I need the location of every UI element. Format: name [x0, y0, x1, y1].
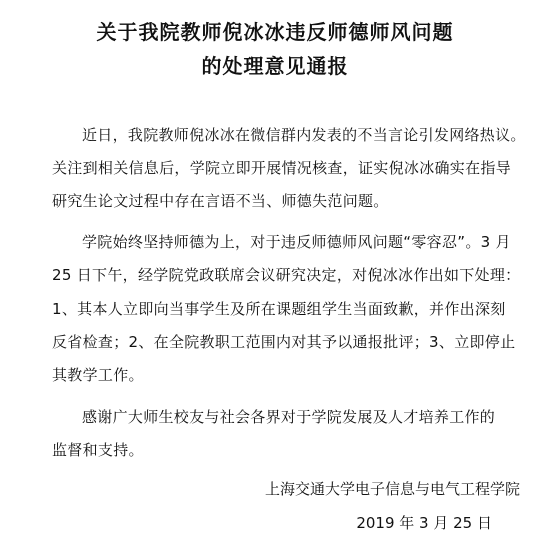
body-line-1: 近日，我院教师倪冰冰在微信群内发表的不当言论引发网络热议。 [82, 126, 526, 144]
body-line-6: 1、其本人立即向当事学生及所在课题组学生当面致歉，并作出深刻 [52, 300, 506, 318]
body-line-8: 其教学工作。 [52, 366, 144, 384]
body-line-4: 学院始终坚持师德为上，对于违反师德师风问题“零容忍”。3 月 [82, 233, 511, 251]
body-line-2: 关注到相关信息后，学院立即开展情况核查，证实倪冰冰确实在指导 [52, 159, 512, 177]
body-line-9: 感谢广大师生校友与社会各界对于学院发展及人才培养工作的 [82, 408, 496, 426]
notice-title-line-1: 关于我院教师倪冰冰违反师德师风问题 [96, 20, 454, 44]
body-line-3: 研究生论文过程中存在言语不当、师德失范问题。 [52, 192, 389, 210]
body-line-10: 监督和支持。 [52, 441, 144, 459]
body-line-7: 反省检查；2、在全院教职工范围内对其予以通报批评；3、立即停止 [52, 333, 516, 351]
signature-date: 2019 年 3 月 25 日 [356, 514, 492, 532]
body-line-5: 25 日下午，经学院党政联席会议研究决定，对倪冰冰作出如下处理： [52, 266, 521, 284]
signature-organization: 上海交通大学电子信息与电气工程学院 [264, 480, 520, 498]
notice-title-line-2: 的处理意见通报 [201, 54, 349, 78]
